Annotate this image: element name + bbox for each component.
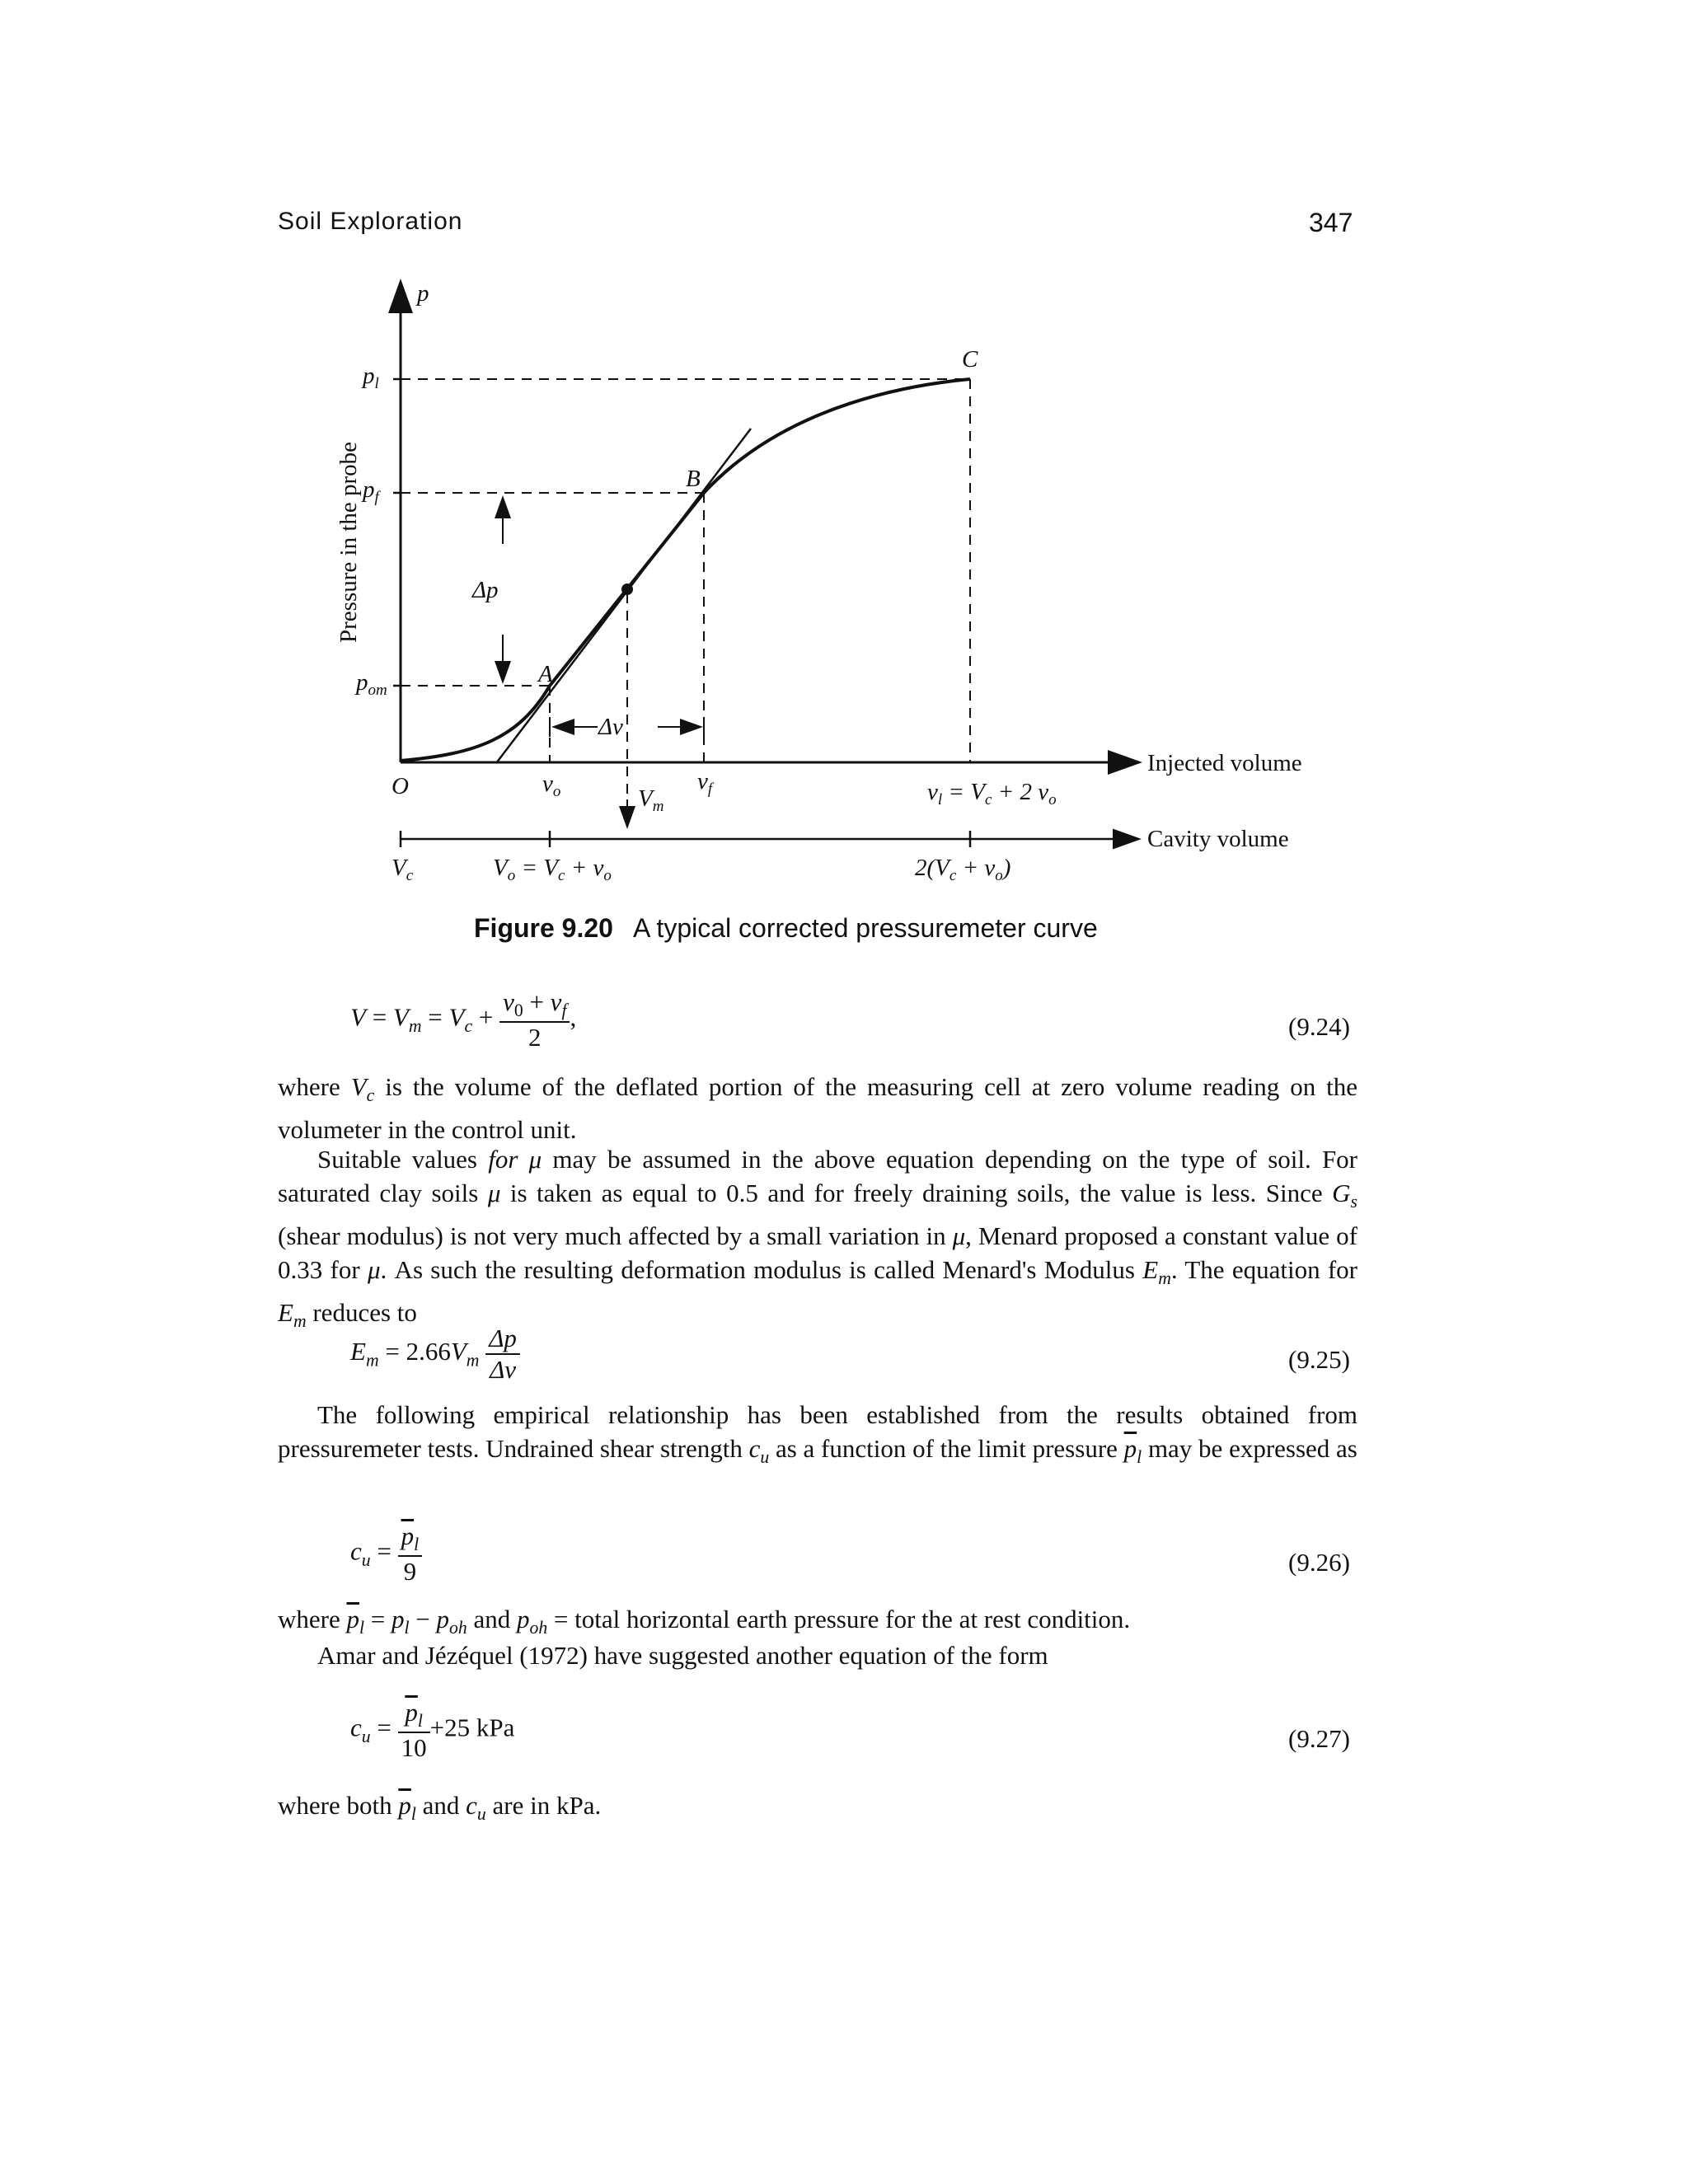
label-vm: $V_m$: [638, 785, 664, 815]
caption-label: Figure 9.20: [474, 913, 613, 943]
label-point-a: A: [538, 661, 553, 687]
label-cavity-volume: Cavity volume: [1147, 826, 1289, 852]
label-point-c: C: [962, 346, 978, 373]
label-Vo: $V_o = V_c + v_o$: [493, 855, 612, 884]
point-midpoint: [621, 583, 633, 595]
running-head: Soil Exploration: [278, 208, 463, 235]
figure-9-20: [313, 272, 1352, 915]
label-vf: $v_f$: [697, 768, 713, 798]
label-point-b: B: [686, 466, 701, 492]
paragraph-empirical: The following empirical relationship has been established from the results obtained from pressuremeter tests. Undrained shear strength $c_u$ as a function of the limit pressure $\overline{p}_l$ may be expressed as: [278, 1400, 1357, 1468]
figure-caption: [474, 913, 1098, 944]
label-vc: $V_c$: [392, 855, 414, 884]
paragraph-vc-definition: where $V_c$ is the volume of the deflated portion of the measuring cell at zero volume reading on the volumeter in the control unit.: [278, 1072, 1358, 1145]
eq-number-9-25: (9.25): [1288, 1345, 1350, 1374]
y-axis-title: Pressure in the probe: [335, 441, 362, 643]
caption-text: A typical corrected pressuremeter curve: [632, 913, 1098, 943]
y-axis-symbol: p: [417, 280, 429, 307]
paragraph-amar: Amar and Jézéquel (1972) have suggested another equation of the form: [317, 1641, 1048, 1670]
label-pl: $p_l$: [363, 363, 379, 392]
paragraph-pl-definition: where $\overline{p}_l = p_l - p_{oh}$ and $p_{oh}$ = total horizontal earth pressure for the at rest condition.: [278, 1605, 1131, 1638]
label-origin: O: [392, 773, 409, 799]
equation-9-26: $c_u$ = $\frac{\overline{p}_l}{9}$: [350, 1521, 422, 1586]
eq-number-9-24: (9.24): [1288, 1012, 1350, 1041]
eq-number-9-26: (9.26): [1288, 1548, 1350, 1577]
label-dv: Δv: [598, 714, 623, 740]
equation-9-27: $c_u$ = $\frac{\overline{p}_l}{10}$ +25 kPa: [350, 1698, 515, 1763]
label-vo: $v_o$: [542, 771, 561, 800]
label-pf: $p_f$: [363, 476, 379, 506]
pressuremeter-curve: [401, 379, 970, 761]
equation-9-24: $V = V_m = V_c$ + $\frac{v_0 + v_f}{2}$ ,: [350, 987, 577, 1052]
paragraph-units: where both $\overline{p}_l$ and $c_u$ are in kPa.: [278, 1791, 602, 1825]
label-vl: $v_l = V_c + 2$ $v_o$: [927, 779, 1057, 808]
eq-number-9-27: (9.27): [1288, 1724, 1350, 1753]
label-2Vc: $2(V_c + v_o)$: [915, 855, 1011, 884]
page-number: 347: [1309, 208, 1353, 237]
pressuremeter-curve-diagram: [313, 272, 1352, 915]
label-pom: $p_{om}$: [356, 669, 387, 699]
label-dp: Δp: [472, 577, 499, 603]
equation-9-25: $E_m = 2.66V_m$ $\frac{\Delta p}{\Delta v}$: [350, 1324, 520, 1385]
paragraph-poisson-ratio: Suitable values for μ may be assumed in the above equation depending on the type of soil. For saturated clay soils μ is taken as equal to 0.5 and for freely draining soils, the value is less. Since $G_s$ (shear modulus) is not very much affected by a small variation in μ, Menard proposed a constant value of 0.33 for μ. As such the resulting deformation modulus is called Menard's Modulus $E_m$. The equation for $E_m$ reduces to: [278, 1145, 1358, 1332]
label-injected-volume: Injected volume: [1147, 750, 1302, 776]
